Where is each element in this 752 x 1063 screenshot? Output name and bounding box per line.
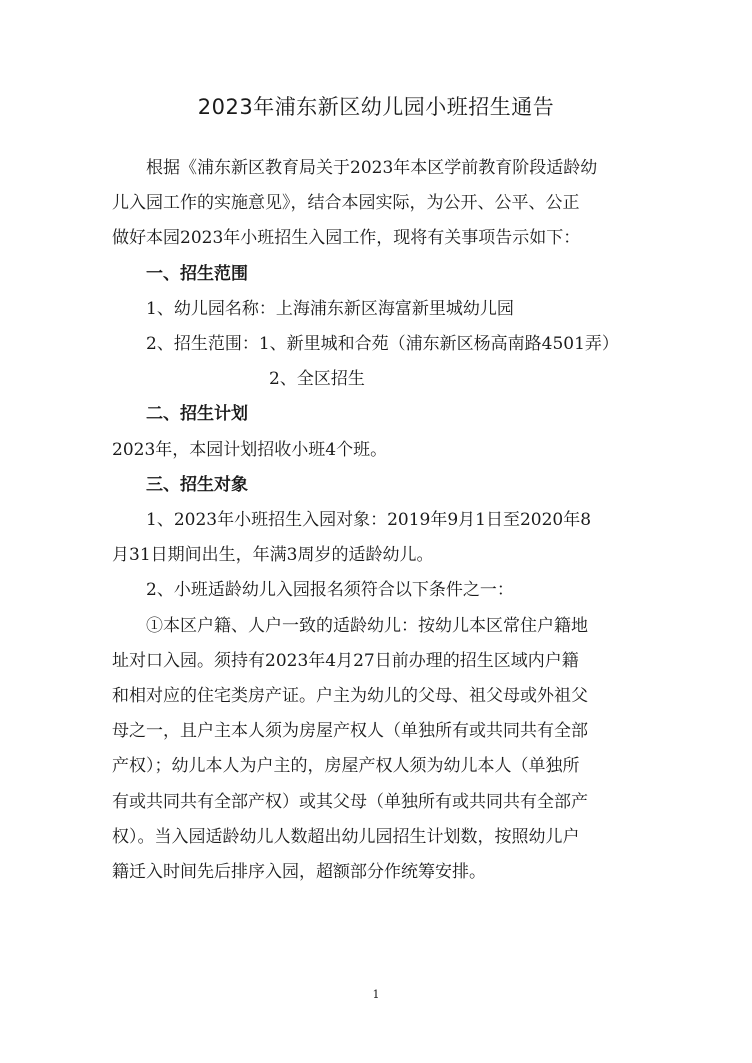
condition-line: 母之一，且户主本人须为房屋产权人（单独所有或共同共有全部	[112, 721, 588, 742]
intro-line: 做好本园2023年小班招生入园工作，现将有关事项告示如下：	[112, 228, 581, 249]
condition-line: 址对口入园。须持有2023年4月27日前办理的招生区域内户籍	[112, 650, 579, 671]
target-paragraph	[112, 503, 688, 573]
document-title: 2023年浦东新区幼儿园小班招生通告	[197, 95, 555, 119]
intro-paragraph	[112, 151, 688, 257]
target-line: 月31日期间出生，年满3周岁的适龄幼儿。	[112, 545, 434, 566]
enrollment-scope-2: 2、全区招生	[269, 369, 365, 390]
condition-line: 产权）；幼儿本人为户主的，房屋产权人须为幼儿本人（单独所	[112, 756, 580, 777]
condition-line: 和相对应的住宅类房产证。户主为幼儿的父母、祖父母或外祖父	[112, 686, 588, 707]
section-heading-targets: 三、招生对象	[146, 474, 248, 495]
condition-line: 权）。当入园适龄幼儿人数超出幼儿园招生计划数，按照幼儿户	[112, 826, 580, 847]
condition-line: ①本区户籍、人户一致的适龄幼儿：按幼儿本区常住户籍地	[146, 615, 588, 636]
intro-line: 儿入园工作的实施意见》，结合本园实际，为公开、公平、公正	[112, 193, 580, 214]
enrollment-plan: 2023年，本园计划招收小班4个班。	[112, 439, 388, 460]
document-body	[112, 151, 688, 890]
section-heading-plan: 二、招生计划	[146, 404, 248, 425]
condition-1-paragraph	[112, 609, 688, 891]
condition-line: 有或共同共有全部产权）或其父母（单独所有或共同共有全部产	[112, 791, 588, 812]
enrollment-scope-1: 2、招生范围：1、新里城和合苑（浦东新区杨高南路4501弄）	[146, 334, 619, 355]
kindergarten-name: 1、幼儿园名称：上海浦东新区海富新里城幼儿园	[146, 298, 514, 319]
section-heading-scope: 一、招生范围	[146, 263, 248, 284]
page-number: 1	[372, 988, 380, 1001]
target-line: 1、2023年小班招生入园对象：2019年9月1日至2020年8	[146, 510, 592, 531]
intro-line: 根据《浦东新区教育局关于2023年本区学前教育阶段适龄幼	[146, 158, 598, 178]
condition-line: 籍迁入时间先后排序入园，超额部分作统筹安排。	[112, 862, 486, 883]
conditions-intro: 2、小班适龄幼儿入园报名须符合以下条件之一：	[146, 580, 514, 601]
